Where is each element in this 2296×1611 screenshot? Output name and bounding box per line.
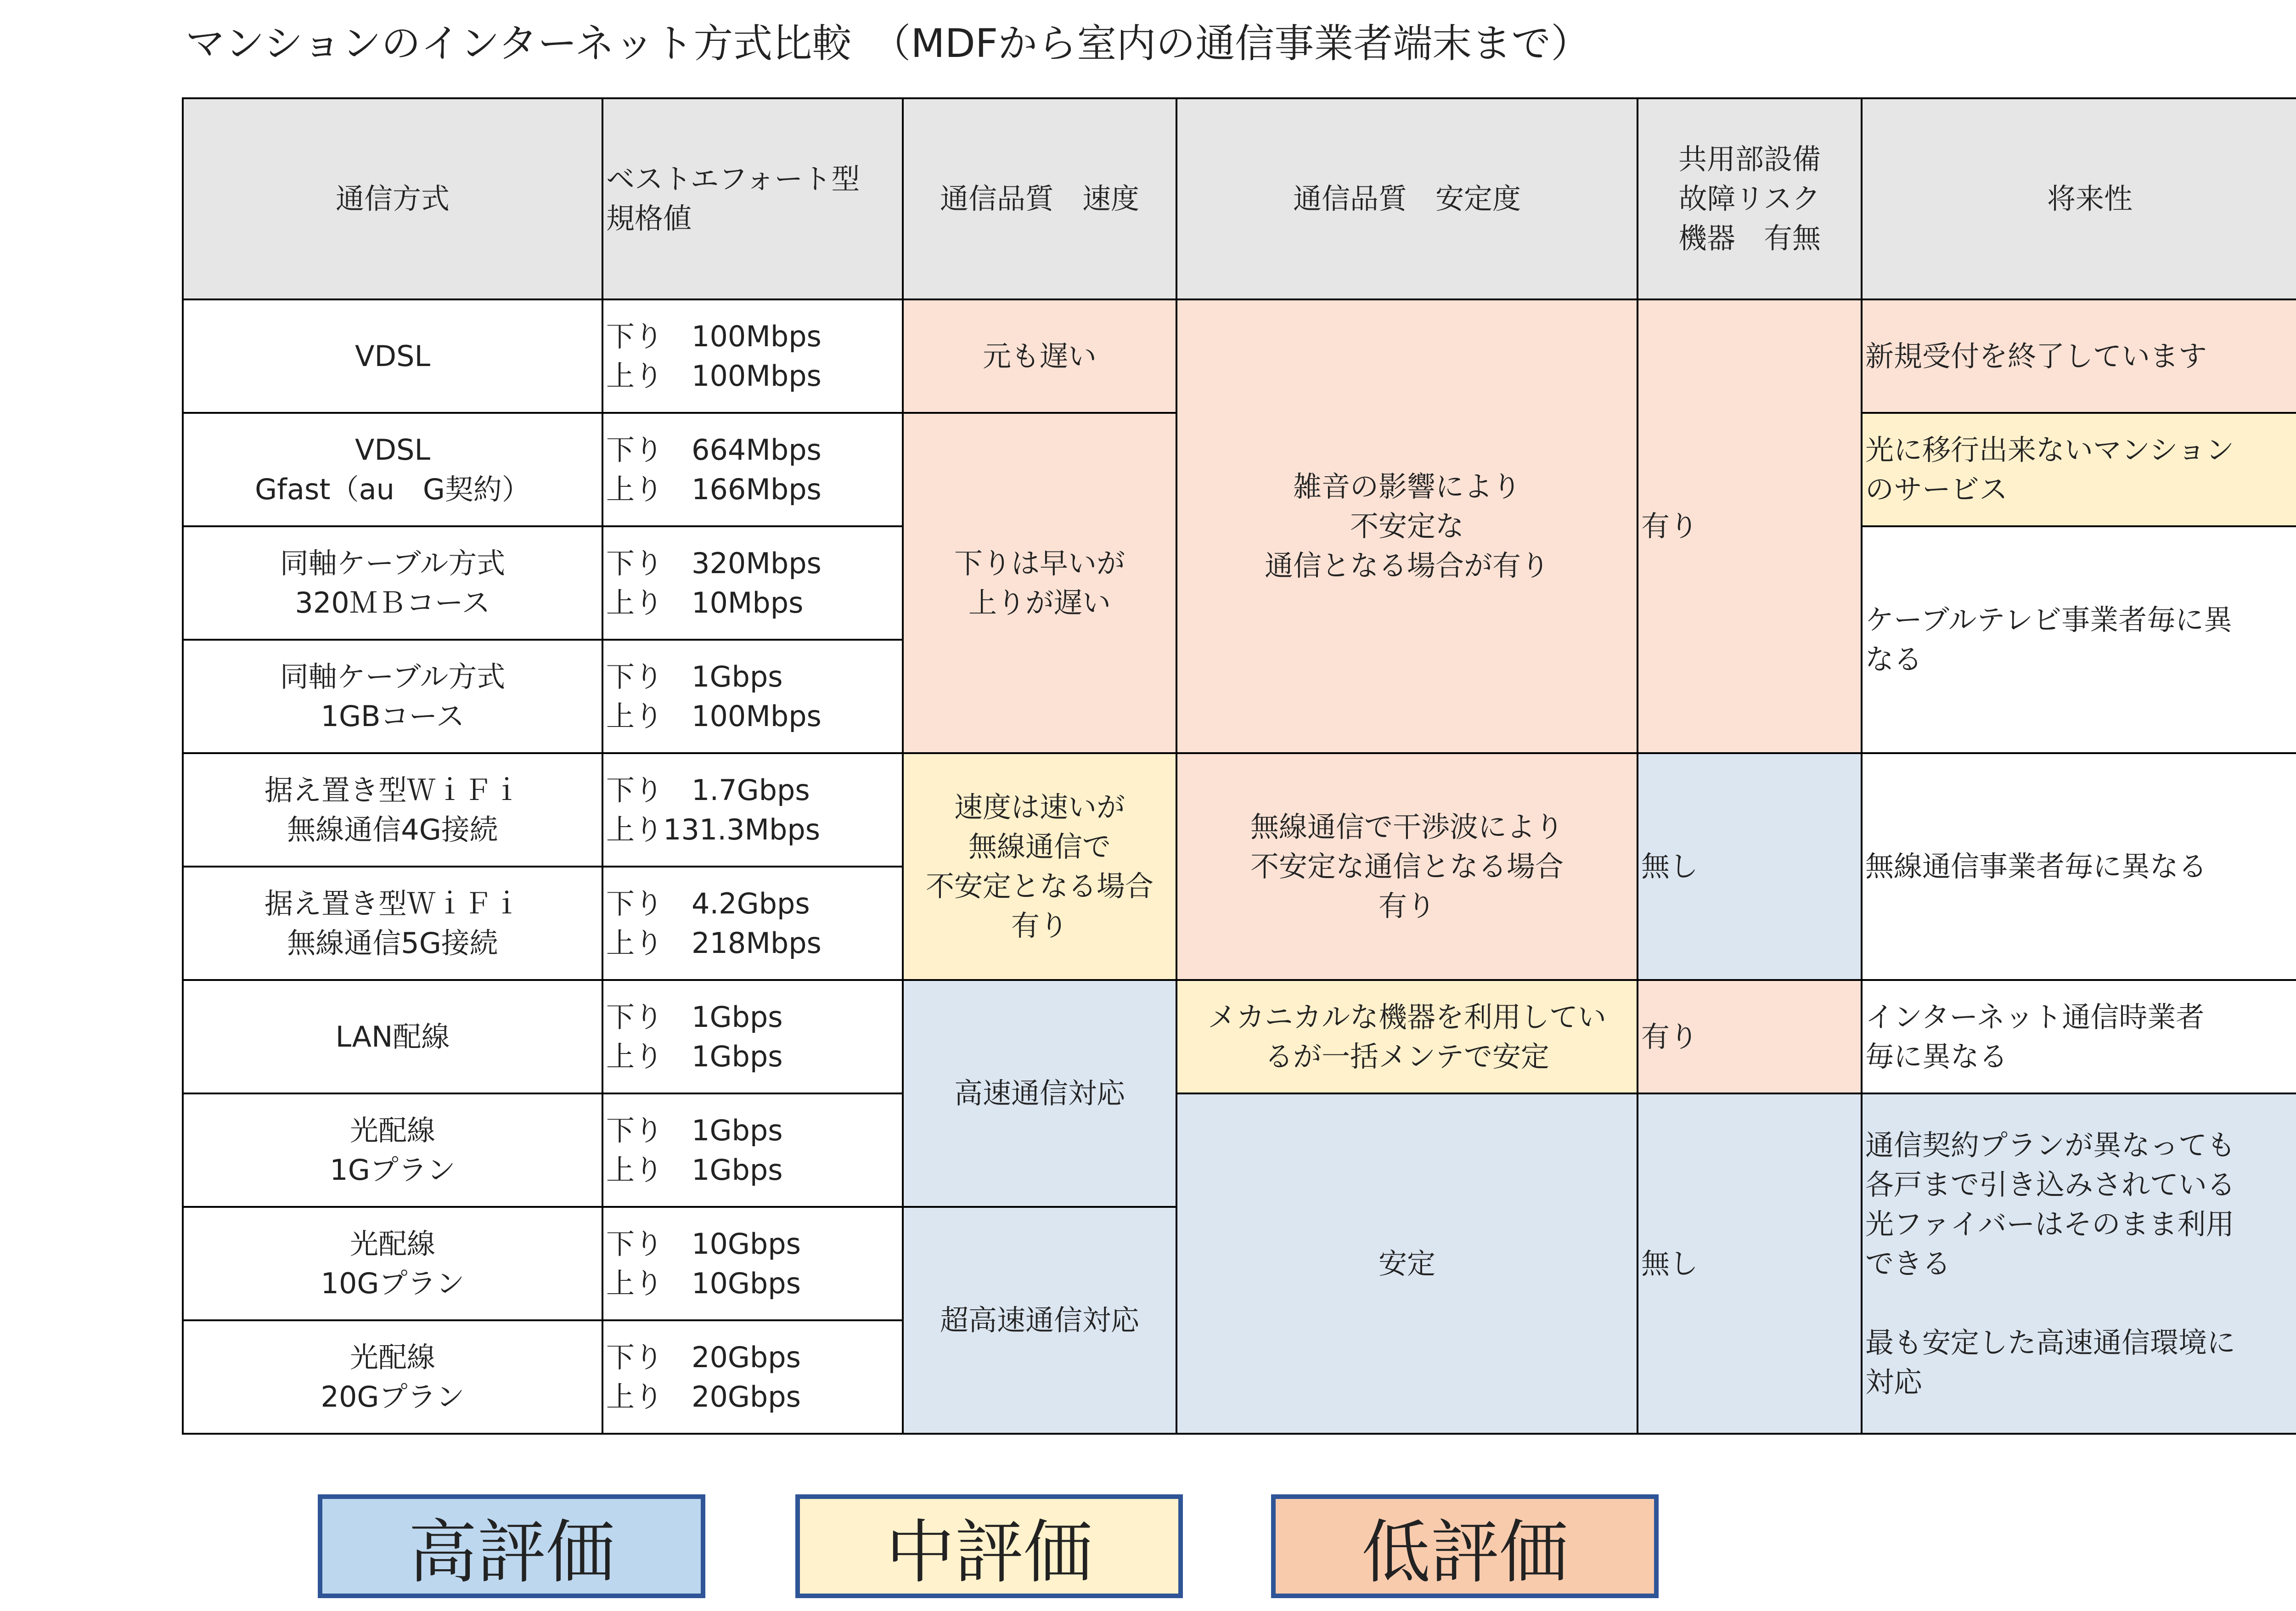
future-cell: 無線通信事業者毎に異なる <box>1862 753 2296 980</box>
method-cell: 光配線 10Gプラン <box>183 1207 602 1320</box>
spec-cell: 下り 4.2Gbps 上り 218Mbps <box>602 867 903 980</box>
method-cell: 据え置き型ＷｉＦｉ 無線通信4G接続 <box>183 753 602 867</box>
table-row <box>183 299 2296 413</box>
method-cell: 光配線 20Gプラン <box>183 1320 602 1434</box>
table-row <box>183 980 2296 1093</box>
spec-cell: 下り 664Mbps 上り 166Mbps <box>602 413 903 526</box>
speed-cell: 元も遅い <box>903 299 1176 413</box>
method-cell: 同軸ケーブル方式 1GBコース <box>183 640 602 753</box>
spec-cell: 下り 320Mbps 上り 10Mbps <box>602 526 903 640</box>
method-cell: VDSL <box>183 299 602 413</box>
stability-cell: 安定 <box>1176 1093 1638 1434</box>
method-cell: LAN配線 <box>183 980 602 1093</box>
spec-cell: 下り 1Gbps 上り 1Gbps <box>602 1093 903 1207</box>
method-cell: VDSL Gfast（au G契約） <box>183 413 602 526</box>
legend-low: 低評価 <box>1271 1494 1659 1598</box>
shared-risk-cell: 無し <box>1638 753 1862 980</box>
stability-cell: 無線通信で干渉波により 不安定な通信となる場合 有り <box>1176 753 1638 980</box>
stability-cell: 雑音の影響により 不安定な 通信となる場合が有り <box>1176 299 1638 753</box>
spec-cell: 下り 1.7Gbps 上り131.3Mbps <box>602 753 903 867</box>
header-speed: 通信品質 速度 <box>903 98 1176 299</box>
legend-high: 高評価 <box>318 1494 705 1598</box>
future-cell: 光に移行出来ないマンション のサービス <box>1862 413 2296 526</box>
method-cell: 同軸ケーブル方式 320ＭＢコース <box>183 526 602 640</box>
future-cell: 通信契約プランが異なっても 各戸まで引き込みされている 光ファイバーはそのまま利用 できる 最も安定した高速通信環境に 対応 <box>1862 1093 2296 1434</box>
spec-cell: 下り 20Gbps 上り 20Gbps <box>602 1320 903 1434</box>
future-cell: ケーブルテレビ事業者毎に異 なる <box>1862 526 2296 753</box>
header-row <box>183 98 2296 299</box>
header-stability: 通信品質 安定度 <box>1176 98 1638 299</box>
page-title: マンションのインターネット方式比較 （MDFから室内の通信事業者端末まで） <box>186 21 1591 67</box>
header-method: 通信方式 <box>183 98 602 299</box>
stability-cell: メカニカルな機器を利用してい るが一括メンテで安定 <box>1176 980 1638 1093</box>
future-cell: インターネット通信時業者 毎に異なる <box>1862 980 2296 1093</box>
future-cell: 新規受付を終了しています <box>1862 299 2296 413</box>
spec-cell: 下り 100Mbps 上り 100Mbps <box>602 299 903 413</box>
speed-cell: 高速通信対応 <box>903 980 1176 1207</box>
shared-risk-cell: 有り <box>1638 980 1862 1093</box>
spec-cell: 下り 1Gbps 上り 100Mbps <box>602 640 903 753</box>
shared-risk-cell: 有り <box>1638 299 1862 753</box>
legend-mid: 中評価 <box>795 1494 1183 1598</box>
spec-cell: 下り 10Gbps 上り 10Gbps <box>602 1207 903 1320</box>
header-spec: ベストエフォート型 規格値 <box>602 98 903 299</box>
speed-cell: 下りは早いが 上りが遅い <box>903 413 1176 753</box>
comparison-table <box>182 97 2296 1435</box>
shared-risk-cell: 無し <box>1638 1093 1862 1434</box>
header-future: 将来性 <box>1862 98 2296 299</box>
spec-cell: 下り 1Gbps 上り 1Gbps <box>602 980 903 1093</box>
method-cell: 据え置き型ＷｉＦｉ 無線通信5G接続 <box>183 867 602 980</box>
header-shared-risk: 共用部設備 故障リスク 機器 有無 <box>1638 98 1862 299</box>
speed-cell: 速度は速いが 無線通信で 不安定となる場合 有り <box>903 753 1176 980</box>
table-row <box>183 1093 2296 1207</box>
table-row <box>183 753 2296 867</box>
method-cell: 光配線 1Gプラン <box>183 1093 602 1207</box>
speed-cell: 超高速通信対応 <box>903 1207 1176 1434</box>
